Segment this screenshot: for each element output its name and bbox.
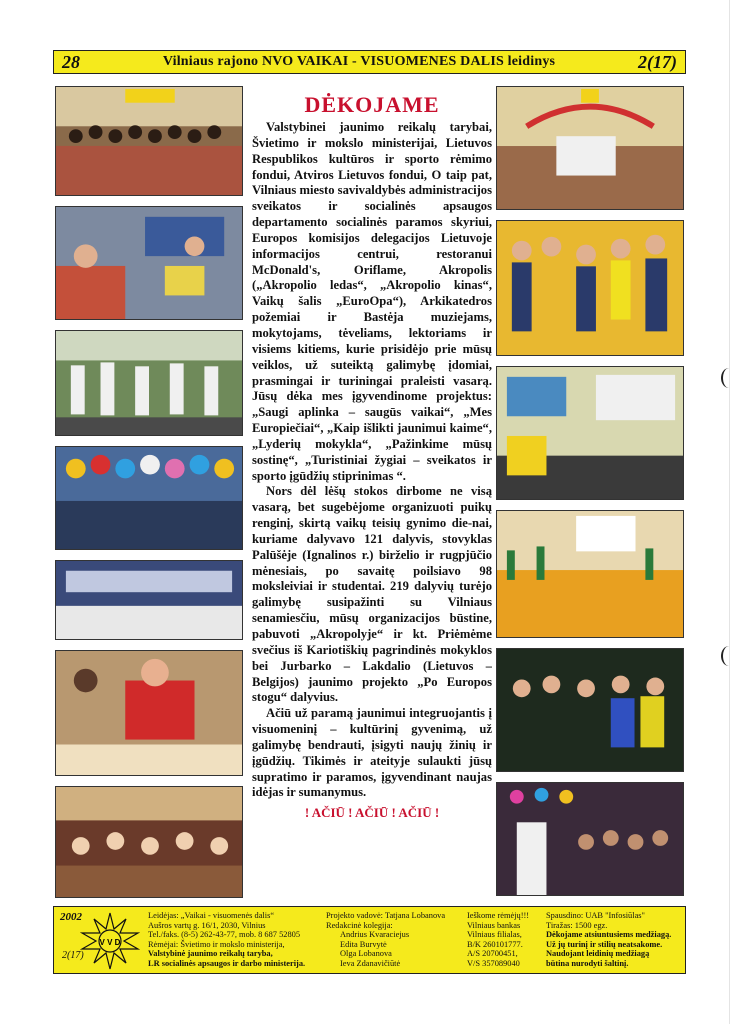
issue-number: 2(17) — [638, 51, 677, 72]
photo-hall-event — [496, 782, 684, 896]
footer-publisher-line: Tel./faks. (8-5) 262-43-77, mob. 8 687 52805 — [148, 930, 301, 940]
article-paragraph-3: Ačiū už paramą jaunimui integruojantis į visuomeninį – kultūrinį gyvenimą, už galimybę bendrauti, įsigyti naujų žinių ir įgūdžių. Tikimės ir ateityje sulaukti jūsų supratimo ir paramos, įgyvendinant naujas idėjas ir sumanymus. — [252, 706, 492, 800]
page-number: 28 — [62, 51, 80, 72]
article-closing: ! AČIŪ ! AČIŪ ! AČIŪ ! — [304, 805, 440, 821]
photo-exhibition — [496, 510, 684, 638]
punch-hole-top — [721, 368, 737, 388]
photo-cafeteria — [55, 786, 243, 898]
footer-publisher-line: Leidėjas: „Vaikai - visuomenės dalis“ — [148, 911, 275, 920]
photo-group-yellow-wall — [496, 220, 684, 356]
photo-group-outdoor — [55, 330, 243, 436]
photo-decorated-wall — [496, 86, 684, 210]
footer-editorial-line: Andrius Kvaraciejus — [340, 930, 410, 940]
article-title: DĖKOJAME — [304, 92, 440, 117]
article-paragraph-1: Valstybinei jaunimo reikalų tarybai, Švietimo ir mokslo ministerijai, Lietuvos Respublikos kultūros ir sporto rėmimo fondui, Atviros Lietuvos fondui, O taip pat, Vilniaus miesto savivaldybės administracijos sveikatos ir socialinės apsaugos departamento socialinės paramos skyriui, Europos komisijos delegacijos Lietuvoje informacijos centrui, restoranui McDonald's, Oriflame, Akropolis („Akropolio ledas“, „Akropolio kinas“, Vaikų šalis „EuroOpa“), Arkikatedros požemiai ir Bastėja muziejams, mokytojams, tėveliams, lektoriams ir visiems kitiems, kurie prisidėjo prie mūsų veiklos, už suteiktą galimybę įdomiai, prasmingai ir turiningai praleisti vasarą. Jūsų dėka mes įgyvendinome projektus: „Saugi aplinka – saugūs vaikai“, „Mes Europiečiai“, „Kaip išlikti jaunimui kaime“, „Lyderių mokykla“, „Pažinkime mūsų sostinę“, „Turistiniai žygiai – sveikatos ir sporto įgūdžių stiprinimas “. — [252, 120, 492, 483]
publication-title: Vilniaus rajono NVO VAIKAI - VISUOMENES DALIS leidinys — [162, 54, 556, 69]
footer-printer-line: būtina nurodyti šaltinį. — [546, 958, 629, 968]
photo-drawing-activity — [55, 650, 243, 776]
sun-logo-icon — [80, 911, 140, 971]
footer-bank-line: V/S 357089040 — [467, 958, 520, 968]
footer-editorial-line: Edita Burvytė — [340, 939, 387, 949]
footer-publisher-line: Valstybinė jaunimo reikalų taryba, — [148, 949, 273, 959]
photo-balloons — [55, 446, 243, 550]
punch-hole-bottom — [721, 646, 737, 666]
footer-printer-line: Naudojant leidinių medžiagą — [546, 949, 650, 959]
photo-group-stage — [55, 86, 243, 196]
footer-editorial-line: Ieva Zdanavičiūtė — [340, 958, 401, 968]
footer-bank-line: Ieškome rėmėjų!!! — [467, 911, 530, 920]
footer-editorial-column — [326, 911, 445, 969]
footer-bank-line: B/K 260101777. — [467, 939, 523, 949]
footer-editorial-line: Olga Lobanova — [340, 949, 392, 959]
footer-editorial-line: Projekto vadovė: Tatjana Lobanova — [326, 911, 446, 920]
footer-printer-line: Dėkojame atsiuntusiems medžiagą. — [546, 930, 672, 940]
page-header — [53, 50, 686, 74]
footer-bank-column — [467, 911, 529, 969]
footer-printer-line: Spausdino: UAB "Infosiūlas" — [546, 911, 645, 920]
footer-editorial-line: Redakcinė kolegija: — [326, 920, 393, 930]
footer-issue: 2(17) — [62, 950, 84, 961]
photo-youth-room — [55, 206, 243, 320]
photo-children-table — [55, 560, 243, 640]
article-paragraph-2: Nors dėl lėšų stokos dirbome ne visą vasarą, bet sugebėjome organizuoti puikų renginį, skirtą vaikų teisių gynimo die-nai, kuriame dalyvavo 121 dalyvis, stovyklas Palūšėje (Ignalinos r.) birželio ir rugpjūčio mėnesiais, po savaitę poilsiavo 98 moksleiviai ir studentai. 219 dalyvių turėjo galimybę susipažinti su Vilniaus senamiesčiu, mūsų organizacijos būstine, pabuvoti „Akropolyje“ ir kt. Priėmėme svečius iš Kariotiškių pagrindinės mokyklos bei Jurbarko – Lakdalio (Lietuvos – Belgijos) jaunimo projekto „Po Europos stogu“ dalyvius. — [252, 484, 492, 705]
footer-bank-line: A/S 20700451, — [467, 949, 518, 959]
footer-publisher-line: Aušros vartų g. 16/1, 2030, Vilnius — [148, 920, 266, 930]
footer-printer-column — [546, 911, 671, 969]
footer-printer-line: Už jų turinį ir stilių neatsakome. — [546, 939, 663, 949]
footer-publisher-column — [148, 911, 305, 969]
photo-group-dark — [496, 648, 684, 772]
footer-bank-line: Vilniaus bankas — [467, 920, 521, 930]
footer-printer-line: Tiražas: 1500 egz. — [546, 920, 608, 930]
thank-you-article — [252, 92, 492, 897]
footer-publisher-line: Rėmėjai: Švietimo ir mokslo ministerija, — [148, 939, 285, 949]
footer-year: 2002 — [60, 911, 82, 923]
svg-text:V V D: V V D — [99, 938, 121, 947]
photo-workshop-table — [496, 366, 684, 500]
footer-bank-line: Vilniaus filialas, — [467, 930, 522, 940]
footer-publisher-line: LR socialinės apsaugos ir darbo ministerija. — [148, 958, 306, 968]
page-footer — [53, 906, 686, 974]
